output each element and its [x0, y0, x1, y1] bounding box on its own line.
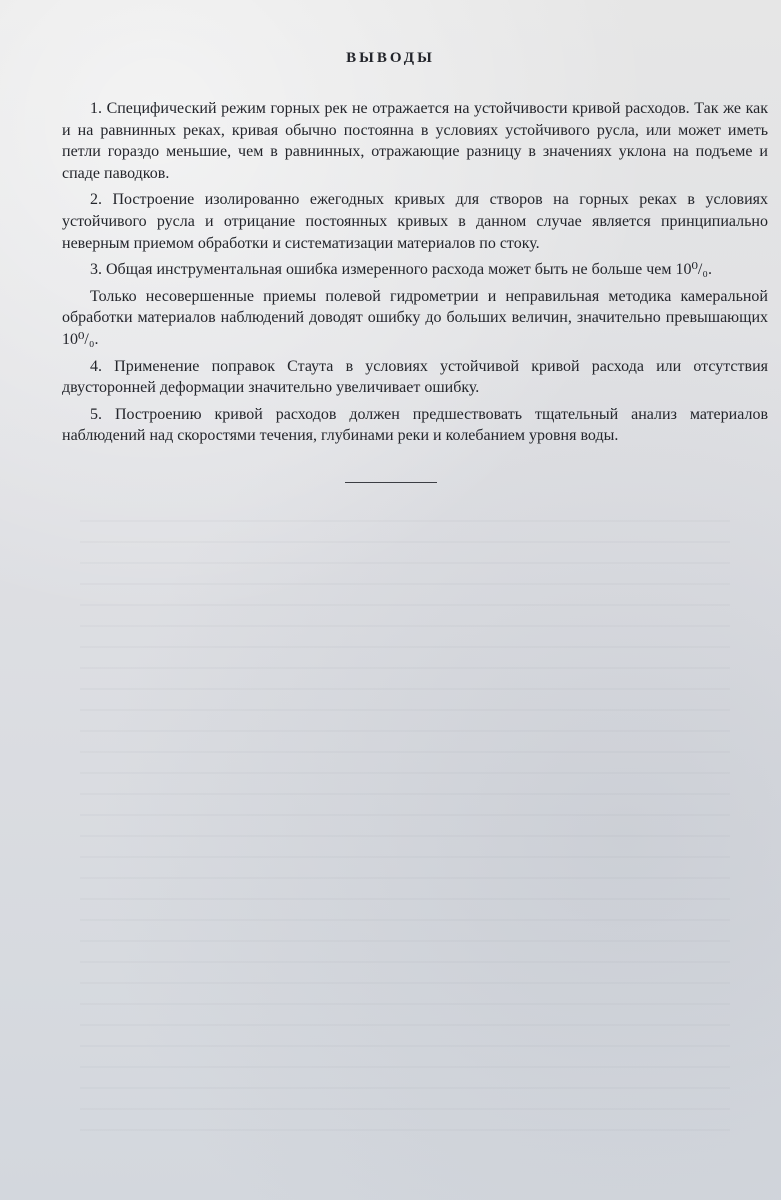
section-divider [345, 482, 437, 483]
page-title: ВЫВОДЫ [346, 50, 435, 66]
paragraph-4: Только несовершенные приемы полевой гидрометрии и неправильная методика камеральной обработки материалов наблюдений доводят ошибку до больших величин, значительно превышающих 10⁰/₀. [62, 287, 768, 348]
paragraph-5: 4. Применение поправок Стаута в условиях устойчивой кривой расхода или отсутствия двусторонней деформации значительно увеличивает ошибку. [62, 357, 768, 397]
paragraph-6: 5. Построению кривой расходов должен предшествовать тщательный анализ материалов наблюдений над скоростями течения, глубинами реки и колебанием уровня воды. [62, 405, 768, 445]
show-through-texture [80, 520, 730, 1140]
conclusions-text [62, 98, 768, 452]
paragraph-1: 1. Специфический режим горных рек не отражается на устойчивости кривой расходов. Так же как и на равнинных реках, кривая обычно постоянна в условиях устойчивого русла, или может иметь петли гораздо меньшие, чем в равнинных, отражающие разницу в значениях уклона на подъеме и спаде паводков. [62, 100, 768, 182]
paragraph-3: 3. Общая инструментальная ошибка измеренного расхода может быть не больше чем 10⁰/₀. [90, 261, 712, 279]
paragraph-2: 2. Построение изолированно ежегодных кривых для створов на горных реках в условиях устойчивого русла и отрицание постоянных кривых в данном случае является принципиально неверным приемом обработки и систематизации материалов по стоку. [62, 191, 768, 252]
